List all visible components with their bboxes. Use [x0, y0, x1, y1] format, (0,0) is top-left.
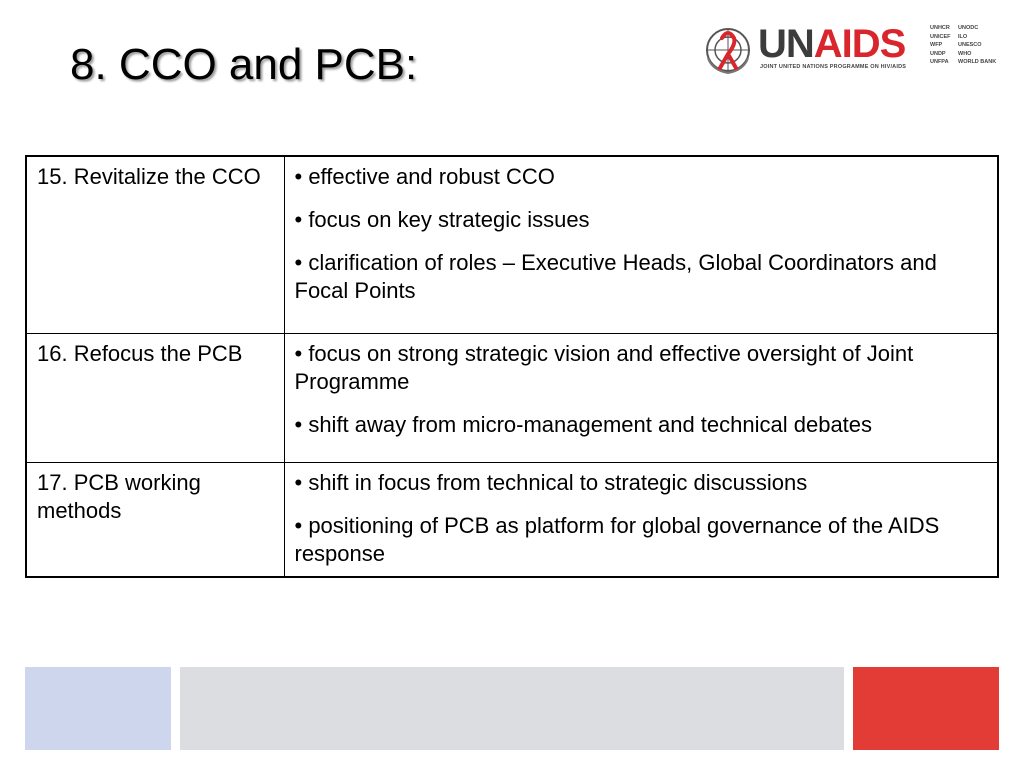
footer-block-red	[853, 667, 999, 750]
logo-cosponsors	[930, 24, 998, 67]
row-label: 16. Refocus the PCB	[26, 333, 284, 462]
bullet-item: • clarification of roles – Executive Heads, Global Coordinators and Focal Points	[294, 250, 937, 303]
row-label: 15. Revitalize the CCO	[26, 156, 284, 333]
bullet-item: • focus on strong strategic vision and effective oversight of Joint Programme	[294, 340, 914, 394]
cosponsor: UNFPA	[930, 59, 949, 65]
logo-wordmark	[758, 22, 905, 66]
table-row	[26, 462, 998, 577]
table-row	[26, 156, 998, 333]
cosponsor: UNHCR	[930, 25, 950, 31]
cosponsor: UNODC	[958, 25, 979, 31]
row-bullets	[284, 333, 998, 462]
content-table	[25, 155, 999, 578]
cosponsor: UNESCO	[958, 42, 982, 48]
bullet-item: • positioning of PCB as platform for global governance of the AIDS response	[294, 512, 940, 566]
cosponsor: UNICEF	[930, 33, 951, 40]
table-row	[26, 333, 998, 462]
un-emblem-icon	[702, 24, 754, 76]
cosponsor: WORLD BANK	[958, 59, 997, 65]
bullet-item: • shift in focus from technical to strategic discussions	[294, 469, 808, 495]
row-bullets	[284, 156, 998, 333]
bullet-item: • focus on key strategic issues	[294, 207, 590, 232]
logo-wordmark-un: UN	[758, 22, 814, 66]
logo-tagline: JOINT UNITED NATIONS PROGRAMME ON HIV/AIDS	[760, 64, 907, 70]
footer-block-grey	[180, 667, 844, 750]
bullet-item: • shift away from micro-management and technical debates	[294, 411, 873, 437]
logo-wordmark-aids: AIDS	[813, 22, 906, 66]
slide-title: 8. CCO and PCB:	[70, 40, 418, 89]
row-label: 17. PCB working methods	[26, 462, 284, 577]
cosponsor: WFP	[930, 42, 943, 48]
unaids-logo	[702, 20, 1002, 80]
cosponsor: ILO	[958, 33, 968, 40]
bullet-item: • effective and robust CCO	[294, 164, 555, 189]
footer-block-blue	[25, 667, 171, 750]
cosponsor: UNDP	[930, 50, 946, 57]
row-bullets	[284, 462, 998, 577]
cosponsor: WHO	[958, 50, 972, 57]
